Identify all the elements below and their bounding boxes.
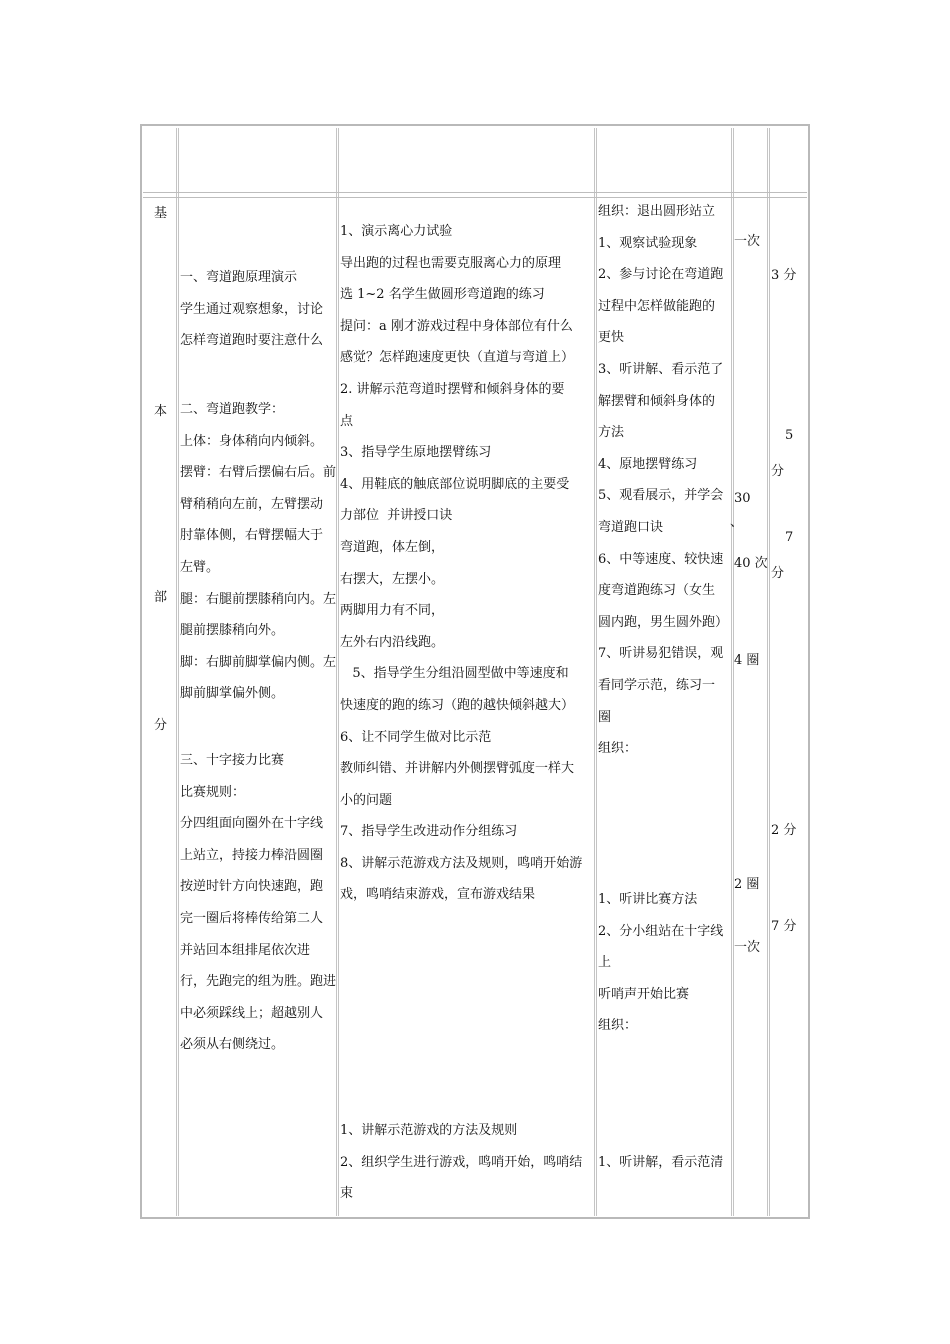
text-line: 1、听讲比赛方法 xyxy=(598,892,698,907)
time-value: 7 xyxy=(785,530,794,545)
text-line: 2、分小组站在十字线 xyxy=(598,923,724,939)
text-line: 7、听讲易犯错误，观 xyxy=(598,646,724,662)
text-line: 过程中怎样做能跑的 xyxy=(598,298,716,314)
time-value: 7 分 xyxy=(771,919,797,934)
count-value: 一次 xyxy=(734,940,761,955)
text-line: 4、原地摆臂练习 xyxy=(598,456,698,472)
text-line: 1、听讲解，看示范清 xyxy=(598,1155,724,1170)
text-line: 摆臂：右臂后摆偏右后。前 xyxy=(180,465,337,481)
text-line: 1、演示离心力试验 xyxy=(340,224,453,239)
text-line: 上站立，持接力棒沿圆圈 xyxy=(180,847,324,863)
time-value: 5 xyxy=(785,428,794,443)
text-line: 8、讲解示范游戏方法及规则，鸣哨开始游 xyxy=(340,855,583,871)
teacher-activity-part-2 xyxy=(340,1115,582,1210)
time-value: 分 xyxy=(771,464,785,479)
text-line: 腿：右腿前摆膝稍向内。左 xyxy=(180,591,337,607)
text-line: 感觉？怎样跑速度更快（直道与弯道上） xyxy=(340,350,575,366)
text-line: 2、组织学生进行游戏，鸣哨开始，鸣哨结 xyxy=(340,1154,583,1170)
teacher-activity-part-1 xyxy=(340,216,582,911)
text-line: 弯道跑口诀 xyxy=(598,519,664,535)
text-line: 组织： xyxy=(598,1018,638,1034)
time-value: 2 分 xyxy=(771,823,797,838)
text-line: 两脚用力有不同， xyxy=(340,603,445,619)
text-line: 3、指导学生原地摆臂练习 xyxy=(340,445,492,461)
text-line: 三、十字接力比赛 xyxy=(180,753,285,768)
text-line: 点 xyxy=(340,413,354,429)
text-line: 圆内跑，男生圆外跑） xyxy=(598,614,729,630)
text-line: 选 1~2 名学生做圆形弯道跑的练习 xyxy=(340,287,545,303)
text-line: 6、中等速度、较快速 xyxy=(598,551,724,567)
text-line: 度弯道跑练习（女生 xyxy=(598,583,716,599)
column-divider xyxy=(731,128,734,1216)
student-activity-part-1 xyxy=(598,196,730,765)
text-line: 并站回本组排尾依次进 xyxy=(180,942,311,958)
text-line: 腿前摆膝稍向外。 xyxy=(180,623,285,639)
text-line: 小的问题 xyxy=(340,792,393,808)
content-part-3 xyxy=(180,745,336,1061)
student-activity-part-2 xyxy=(598,884,730,1042)
text-line: 2、参与讨论在弯道跑 xyxy=(598,267,724,283)
text-line: 怎样弯道跑时要注意什么 xyxy=(180,333,324,349)
count-value: 、 xyxy=(730,515,744,530)
text-line: 解摆臂和倾斜身体的 xyxy=(598,393,716,409)
content-part-2 xyxy=(180,394,336,710)
text-line: 力部位 并讲授口诀 xyxy=(340,508,453,524)
text-line: 脚前脚掌偏外侧。 xyxy=(180,686,285,702)
text-line: 教师纠错、并讲解内外侧摆臂弧度一样大 xyxy=(340,761,575,777)
text-line: 5、指导学生分组沿圆型做中等速度和 xyxy=(340,666,569,682)
count-value: 40 次 xyxy=(734,556,768,571)
column-divider xyxy=(336,128,339,1216)
text-line: 上 xyxy=(598,955,612,971)
text-line: 戏，鸣哨结束游戏，宣布游戏结果 xyxy=(340,887,536,903)
section-label-char: 本 xyxy=(154,404,168,419)
text-line: 导出跑的过程也需要克服离心力的原理 xyxy=(340,255,562,271)
text-line: 二、弯道跑教学： xyxy=(180,402,285,417)
text-line: 更快 xyxy=(598,330,625,346)
text-line: 一、弯道跑原理演示 xyxy=(180,270,298,285)
section-label-char: 基 xyxy=(154,206,168,221)
text-line: 比赛规则： xyxy=(180,784,246,800)
count-value: 一次 xyxy=(734,234,761,249)
text-line: 必须从右侧绕过。 xyxy=(180,1037,285,1053)
time-value: 3 分 xyxy=(771,268,797,283)
text-line: 7、指导学生改进动作分组练习 xyxy=(340,824,518,840)
text-line: 6、让不同学生做对比示范 xyxy=(340,729,492,745)
text-line: 中必须踩线上；超越别人 xyxy=(180,1005,324,1021)
text-line: 4、用鞋底的触底部位说明脚底的主要受 xyxy=(340,476,570,492)
text-line: 提问：a 刚才游戏过程中身体部位有什么 xyxy=(340,318,573,334)
text-line: 分四组面向圈外在十字线 xyxy=(180,816,324,832)
text-line: 按逆时针方向快速跑，跑 xyxy=(180,879,324,895)
column-divider xyxy=(594,128,597,1216)
text-line: 圈 xyxy=(598,709,612,725)
text-line: 脚：右脚前脚掌偏内侧。左 xyxy=(180,654,337,670)
text-line: 1、观察试验现象 xyxy=(598,235,698,251)
text-line: 5、观看展示，并学会 xyxy=(598,488,724,504)
text-line: 1、讲解示范游戏的方法及规则 xyxy=(340,1123,518,1138)
text-line: 行，先跑完的组为胜。跑进 xyxy=(180,974,337,990)
text-line: 左外右内沿线跑。 xyxy=(340,634,445,650)
time-value: 分 xyxy=(771,566,785,581)
text-line: 左臂。 xyxy=(180,559,220,575)
text-line: 臂稍稍向左前，左臂摆动 xyxy=(180,496,324,512)
text-line: 完一圈后将棒传给第二人 xyxy=(180,910,324,926)
section-label-char: 部 xyxy=(154,590,168,605)
count-value: 30 xyxy=(734,491,751,506)
text-line: 肘靠体侧，右臂摆幅大于 xyxy=(180,528,324,544)
column-divider xyxy=(176,128,179,1216)
text-line: 束 xyxy=(340,1186,354,1202)
text-line: 看同学示范，练习一 xyxy=(598,677,716,693)
text-line: 组织： xyxy=(598,741,638,757)
count-value: 2 圈 xyxy=(734,877,760,892)
text-line: 2. 讲解示范弯道时摆臂和倾斜身体的要 xyxy=(340,381,565,397)
text-line: 上体：身体稍向内倾斜。 xyxy=(180,433,324,449)
content-part-1 xyxy=(180,262,323,357)
student-activity-part-3 xyxy=(598,1147,730,1179)
text-line: 学生通过观察想象，讨论 xyxy=(180,301,324,317)
text-line: 组织：退出圆形站立 xyxy=(598,204,716,219)
text-line: 听哨声开始比赛 xyxy=(598,986,690,1002)
text-line: 方法 xyxy=(598,425,625,441)
text-line: 3、听讲解、看示范了 xyxy=(598,361,724,377)
text-line: 快速度的跑的练习（跑的越快倾斜越大） xyxy=(340,697,575,713)
text-line: 弯道跑，体左倒， xyxy=(340,539,445,555)
section-label-char: 分 xyxy=(154,718,168,733)
text-line: 右摆大，左摆小。 xyxy=(340,571,445,587)
count-value: 4 圈 xyxy=(734,653,760,668)
column-divider xyxy=(767,128,770,1216)
